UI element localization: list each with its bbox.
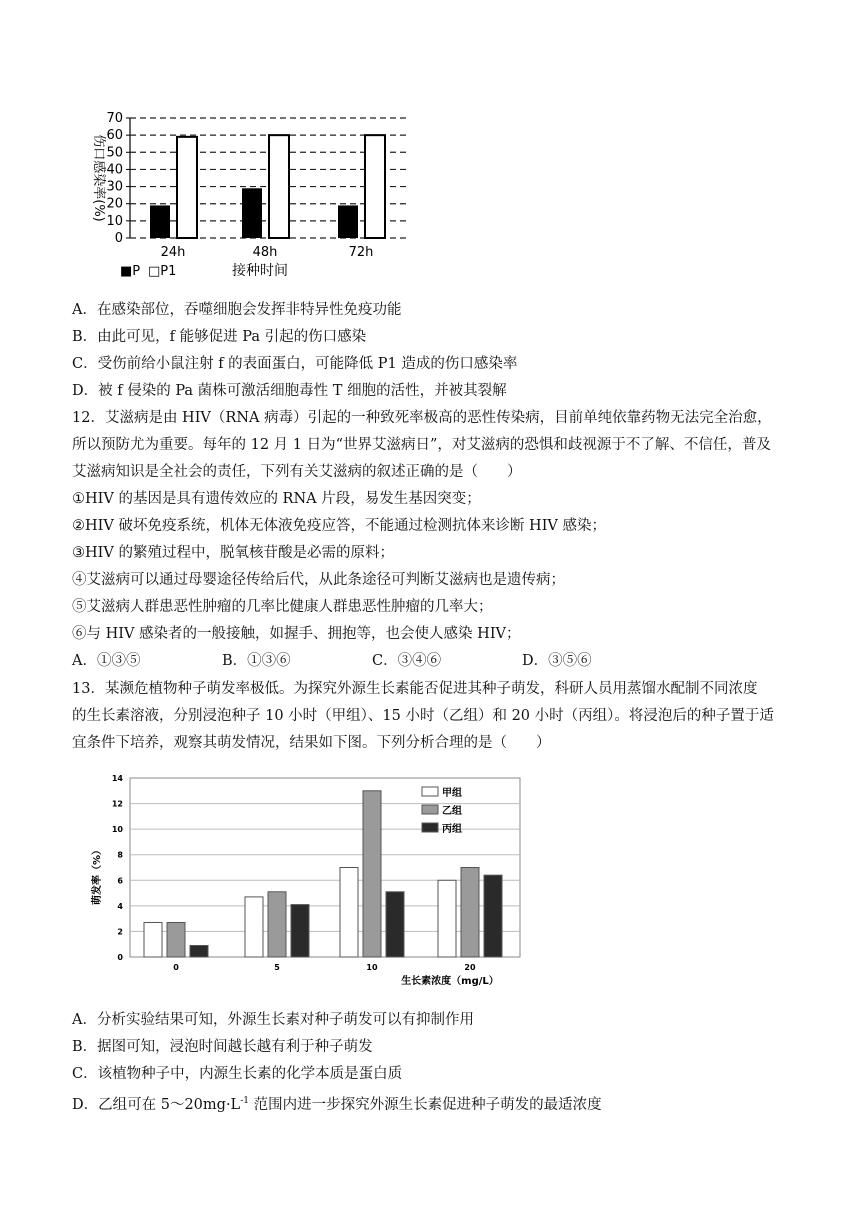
x-tick-label: 72h	[348, 245, 374, 260]
bar-甲组	[144, 922, 162, 957]
bar-甲组	[245, 897, 263, 957]
q12-statement-6: ⑥与 HIV 感染者的一般接触，如握手、拥抱等，也会使人感染 HIV；	[72, 626, 521, 642]
x-tick-label: 0	[173, 963, 179, 972]
bar-乙组	[268, 892, 286, 957]
bar-乙组	[167, 922, 185, 957]
q12-statement-5: ⑤艾滋病人群患恶性肿瘤的几率比健康人群患恶性肿瘤的几率大；	[72, 599, 493, 615]
y-tick-label: 30	[106, 179, 123, 195]
q12-answer-a: A．①③⑤	[72, 653, 141, 669]
bar-丙组	[291, 905, 309, 957]
y-tick-label: 8	[117, 850, 123, 860]
q13-option-b: B．据图可知，浸泡时间越长越有利于种子萌发	[72, 1039, 373, 1055]
legend-swatch	[422, 823, 438, 832]
y-tick-label: 70	[106, 111, 123, 126]
q12-statement-2: ②HIV 破坏免疫系统，机体无体液免疫应答，不能通过检测抗体来诊断 HIV 感染；	[72, 518, 607, 534]
bar-p1	[177, 137, 197, 238]
germination-rate-chart	[90, 770, 530, 1000]
y-tick-label: 2	[117, 927, 123, 937]
q13-stem-line: 宜条件下培养，观察其萌发情况，结果如下图。下列分析合理的是（ ）	[72, 735, 551, 751]
infection-rate-chart	[80, 105, 420, 285]
q13-option-d-sup: -1	[240, 1096, 249, 1106]
bar-p1	[365, 135, 385, 238]
y-tick-label: 60	[106, 128, 123, 144]
x-axis-label: 接种时间	[232, 263, 288, 279]
legend-swatch	[422, 787, 438, 796]
y-tick-label: 0	[114, 231, 123, 246]
y-tick-label: 12	[111, 799, 123, 809]
q13-option-d-text: D．乙组可在 5～20mg·L	[72, 1096, 241, 1113]
q13-option-d-rest: 范围内进一步探究外源生长素促进种子萌发的最适浓度	[248, 1096, 602, 1113]
legend-p: ■P	[120, 264, 141, 279]
y-tick-label: 14	[111, 774, 123, 783]
y-axis-label: 伤口感染率(%)	[91, 134, 106, 222]
y-tick-label: 10	[106, 213, 123, 229]
q11-option-d: D．被 f 侵染的 Pa 菌株可激活细胞毒性 T 细胞的活性，并被其裂解	[72, 383, 507, 399]
bar-丙组	[484, 875, 502, 957]
x-tick-label: 10	[366, 963, 378, 972]
bar-p1	[269, 135, 289, 238]
bar-丙组	[386, 892, 404, 957]
q12-statement-1: ①HIV 的基因是具有遗传效应的 RNA 片段，易发生基因突变；	[72, 491, 481, 507]
q11-option-a: A．在感染部位，吞噬细胞会发挥非特异性免疫功能	[72, 302, 402, 318]
q13-stem-line: 13．某濒危植物种子萌发率极低。为探究外源生长素能否促进其种子萌发，科研人员用蒸馏水配制不同浓度	[72, 681, 758, 697]
x-axis-label: 生长素浓度（mg/L）	[401, 976, 499, 987]
q11-option-b: B．由此可见，f 能够促进 Pa 引起的伤口感染	[72, 329, 367, 345]
x-tick-label: 20	[464, 963, 476, 972]
legend-label: 乙组	[442, 806, 462, 817]
bar-甲组	[340, 868, 358, 958]
bar-p	[338, 205, 358, 238]
q13-option-a: A．分析实验结果可知，外源生长素对种子萌发可以有抑制作用	[72, 1012, 474, 1028]
q12-stem-line: 所以预防尤为重要。每年的 12 月 1 日为“世界艾滋病日”，对艾滋病的恐惧和歧视源于不了解、不信任，普及	[72, 437, 771, 453]
legend-label: 甲组	[442, 788, 462, 799]
q12-statement-3: ③HIV 的繁殖过程中，脱氧核苷酸是必需的原料；	[72, 545, 394, 561]
x-tick-label: 24h	[160, 245, 186, 260]
y-tick-label: 0	[117, 953, 123, 962]
q13-stem-line: 的生长素溶液，分别浸泡种子 10 小时（甲组）、15 小时（乙组）和 20 小时（丙组）。将浸泡后的种子置于适	[72, 708, 774, 724]
legend-label: 丙组	[442, 824, 462, 835]
q12-answer-d: D．③⑤⑥	[522, 653, 592, 669]
x-tick-label: 5	[274, 963, 280, 972]
y-tick-label: 40	[106, 162, 123, 178]
q13-option-c: C．该植物种子中，内源生长素的化学本质是蛋白质	[72, 1066, 403, 1082]
y-axis-label: 萌发率（%）	[92, 844, 103, 906]
q12-stem-line: 12．艾滋病是由 HIV（RNA 病毒）引起的一种致死率极高的恶性传染病，目前单纯依靠药物无法完全治愈，	[72, 410, 772, 426]
bar-p	[242, 188, 262, 238]
legend-p1: □P1	[148, 264, 177, 279]
y-tick-label: 4	[117, 901, 123, 911]
bar-乙组	[461, 868, 479, 958]
y-tick-label: 50	[106, 145, 123, 161]
bar-p	[150, 205, 170, 238]
q12-answers	[72, 651, 772, 671]
bar-甲组	[438, 880, 456, 957]
q12-answer-c: C．③④⑥	[372, 653, 442, 669]
bar-乙组	[363, 791, 381, 957]
legend-swatch	[422, 805, 438, 814]
q11-option-c: C．受伤前给小鼠注射 f 的表面蛋白，可能降低 P1 造成的伤口感染率	[72, 356, 518, 372]
q12-stem-line: 艾滋病知识是全社会的责任，下列有关艾滋病的叙述正确的是（ ）	[72, 464, 522, 480]
q12-answer-b: B．①③⑥	[222, 653, 291, 669]
y-tick-label: 6	[117, 876, 123, 886]
q12-statement-4: ④艾滋病可以通过母婴途径传给后代，从此条途径可判断艾滋病也是遗传病；	[72, 572, 565, 588]
q13-option-d	[72, 1091, 602, 1115]
x-tick-label: 48h	[252, 245, 278, 260]
y-tick-label: 20	[106, 196, 123, 212]
y-tick-label: 10	[111, 825, 123, 835]
bar-丙组	[190, 945, 208, 957]
